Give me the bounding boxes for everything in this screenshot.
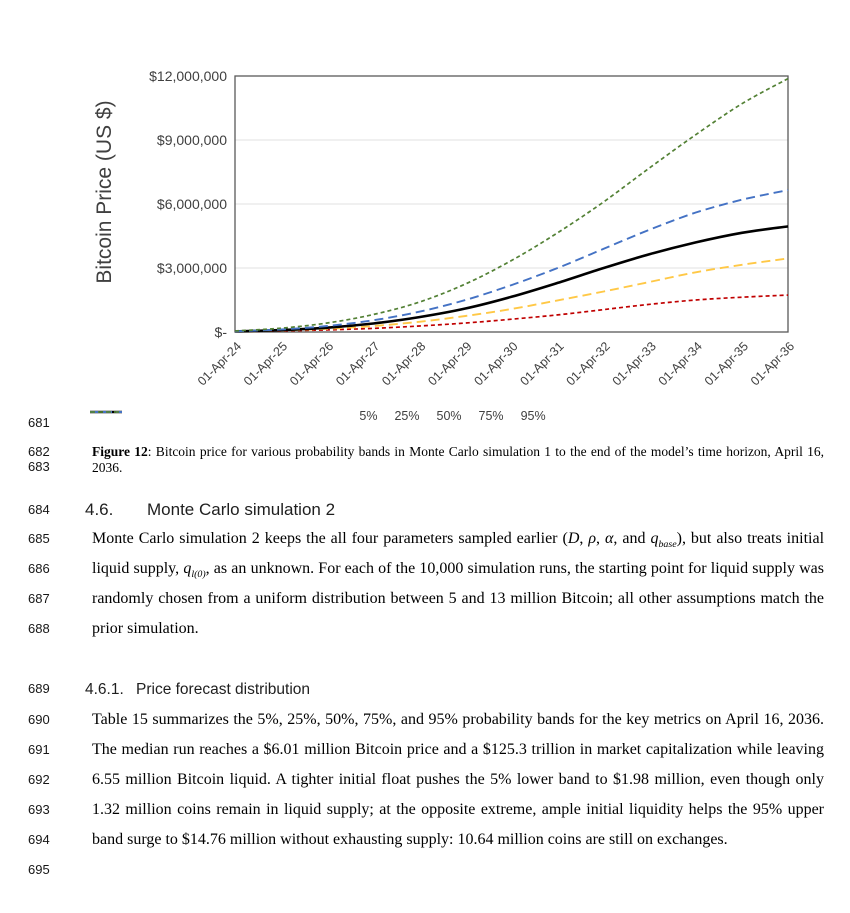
- x-axis-tick-label: 01-Apr-33: [609, 339, 659, 389]
- legend-label: 95%: [520, 409, 546, 423]
- section-title: Monte Carlo simulation 2: [147, 500, 336, 519]
- line-number: 682: [28, 444, 50, 459]
- paragraph-simulation-2: [92, 524, 824, 644]
- line-number: 686: [28, 561, 50, 576]
- line-number: 684: [28, 502, 50, 517]
- legend-item-75%: [479, 409, 504, 423]
- var-rho: ρ: [588, 530, 597, 547]
- text-run: , and: [613, 530, 651, 547]
- legend-label: 50%: [436, 409, 462, 423]
- var-q-base-subscript: [658, 539, 676, 550]
- x-axis-tick-label: 01-Apr-27: [333, 339, 383, 389]
- x-axis-tick-label: 01-Apr-29: [425, 339, 475, 389]
- figure-caption-text: : Bitcoin price for various probability bands in Monte Carlo simulation 1 to the end of the model’s time horizon, April 16, 2036.: [92, 444, 824, 475]
- text-run: Table 15 summarizes the 5%, 25%, 50%, 75%, and 95% probability bands for the key metrics on April 16, 2036. The median run reaches a $6.01 million Bitcoin price and a $125.3 trillion in market capitalization while leaving 6.55 million Bitcoin liquid. A tighter initial float pushes the 5% lower band to $1.98 million, even though only 1.32 million coins remain in liquid supply; at the opposite extreme, ample initial liquidity helps the 95% upper band surge to $14.76 million without exhausting supply: 10.64 million coins are still on exchanges.: [92, 711, 824, 848]
- line-number: 695: [28, 862, 50, 877]
- text-run: ,: [579, 530, 589, 547]
- legend-item-50%: [437, 409, 462, 423]
- legend-item-5%: [359, 409, 377, 423]
- var-q: q: [650, 530, 659, 547]
- x-axis-tick-label: 01-Apr-26: [287, 339, 337, 389]
- line-number: 688: [28, 621, 50, 636]
- legend-item-25%: [394, 409, 419, 423]
- line-number: 681: [28, 415, 50, 430]
- legend-label: 75%: [478, 409, 504, 423]
- x-axis-tick-label: 01-Apr-28: [379, 339, 429, 389]
- section-number: 4.6.1.: [85, 681, 124, 698]
- x-axis-tick-label: 01-Apr-34: [655, 339, 705, 389]
- text-run: , as an unknown. For each of the 10,000 simulation runs, the starting point for liquid supply was randomly chosen from a uniform distribution between 5 and 13 million Bitcoin; all other assumptions match the prior simulation.: [92, 560, 824, 637]
- y-axis-tick-label: $6,000,000: [156, 196, 227, 212]
- x-axis-tick-label: 01-Apr-36: [747, 339, 798, 389]
- series-line-95%: [235, 79, 788, 331]
- line-number: 690: [28, 712, 50, 727]
- line-number: 694: [28, 832, 50, 847]
- legend-line-sample: [90, 409, 122, 415]
- y-axis-tick-label: $12,000,000: [149, 68, 227, 84]
- line-number: 687: [28, 591, 50, 606]
- y-axis-title: Bitcoin Price (US $): [93, 100, 116, 284]
- chart-legend: [90, 409, 815, 423]
- section-heading-4-6-1: [85, 680, 310, 699]
- text-run: ,: [596, 530, 605, 547]
- line-number: 685: [28, 531, 50, 546]
- section-title: Price forecast distribution: [136, 681, 311, 698]
- x-axis-tick-label: 01-Apr-35: [701, 339, 752, 389]
- x-axis-tick-label: 01-Apr-32: [563, 339, 613, 389]
- y-axis-tick-label: $9,000,000: [156, 132, 227, 148]
- series-line-50%: [235, 226, 788, 331]
- paragraph-price-forecast: [92, 705, 824, 855]
- var-q: q: [183, 560, 192, 577]
- line-number: 693: [28, 802, 50, 817]
- x-axis-tick-label: 01-Apr-30: [471, 339, 521, 389]
- line-number: 691: [28, 742, 50, 757]
- legend-label: 25%: [394, 409, 420, 423]
- text-run: ), but also treats initial liquid supply,: [92, 530, 825, 577]
- series-line-5%: [235, 295, 788, 331]
- figure-caption: [92, 444, 824, 475]
- x-axis-tick-label: 01-Apr-25: [240, 339, 291, 389]
- legend-label: 5%: [359, 409, 378, 423]
- x-axis-tick-label: 01-Apr-24: [194, 339, 245, 389]
- subscript-text: l(0): [191, 569, 206, 581]
- section-heading-4-6: [85, 500, 335, 520]
- legend-item-95%: [521, 409, 546, 423]
- x-axis-tick-label: 01-Apr-31: [517, 339, 567, 389]
- figure-12-chart: [90, 60, 815, 435]
- line-number: 683: [28, 459, 50, 474]
- text-run: Monte Carlo simulation 2 keeps the all four parameters sampled earlier (: [92, 530, 568, 547]
- figure-caption-label: Figure 12: [92, 444, 148, 459]
- var-alpha: α: [605, 530, 614, 547]
- y-axis-tick-label: $-: [214, 324, 227, 340]
- price-chart-plot: [90, 60, 815, 435]
- line-number: 692: [28, 772, 50, 787]
- y-axis-tick-label: $3,000,000: [156, 260, 227, 276]
- var-D: D: [567, 530, 580, 547]
- subscript-text: base: [658, 539, 677, 551]
- var-q-l0-subscript: [191, 569, 205, 580]
- section-number: 4.6.: [85, 500, 114, 519]
- series-line-25%: [235, 258, 788, 331]
- line-number: 689: [28, 681, 50, 696]
